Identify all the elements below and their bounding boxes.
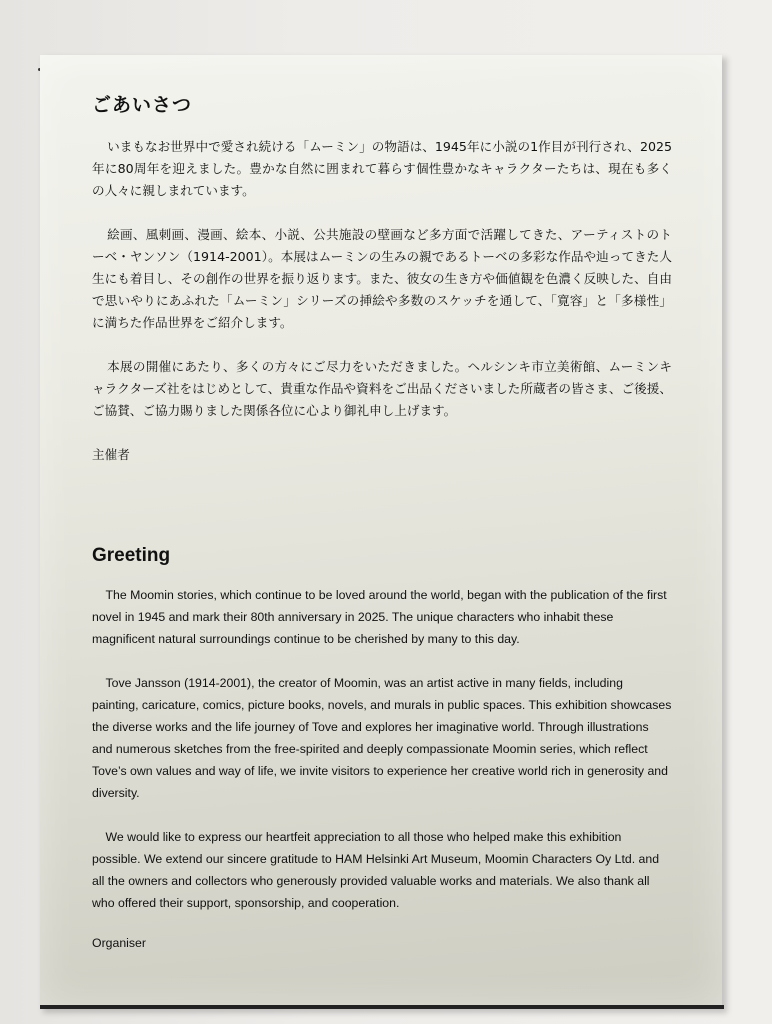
greeting-panel	[40, 55, 722, 1007]
english-organiser: Organiser	[92, 936, 146, 950]
japanese-paragraph-1: いまもなお世界中で愛され続ける「ムーミン」の物語は、1945年に小説の1作目が刊行され、2025年に80周年を迎えました。豊かな自然に囲まれて暮らす個性豊かなキャラクターたちは、現在も多くの人々に親しまれています。	[92, 139, 672, 198]
english-paragraph-3: We would like to express our heartfeit appreciation to all those who helped make this exhibition possible. We extend our sincere gratitude to HAM Helsinki Art Museum, Moomin Characters Oy Ltd. and all the owners and collectors who generously provided valuable works and materials. We also thank all who offered their support, sponsorship, and cooperation.	[92, 830, 660, 910]
english-paragraph-2: Tove Jansson (1914-2001), the creator of Moomin, was an artist active in many fields, including painting, caricature, comics, picture books, novels, and murals in public spaces. This exhibition showcases the diverse works and the life journey of Tove and explores her imaginative world. Through illustrations and numerous sketches from the free-spirited and deeply compassionate Moomin series, which reflect Tove’s own values and way of life, we invite visitors to experience her creative world rich in generosity and diversity.	[92, 676, 672, 800]
japanese-organiser: 主催者	[92, 447, 130, 462]
japanese-paragraph-2: 絵画、風刺画、漫画、絵本、小説、公共施設の壁画など多方面で活躍してきた、アーティストのトーベ・ヤンソン（1914-2001）。本展はムーミンの生みの親であるトーベの多彩な作品や辿ってきた人生にも着目し、その創作の世界を振り返ります。また、彼女の生き方や価値観を色濃く反映した、自由で思いやりにあふれた「ムーミン」シリーズの挿絵や多数のスケッチを通して、「寛容」と「多様性」に満ちた作品世界をご紹介します。	[92, 227, 672, 330]
panel-bottom-edge	[40, 1005, 724, 1009]
english-paragraph-1: The Moomin stories, which continue to be loved around the world, began with the publication of the first novel in 1945 and mark their 80th anniversary in 2025. The unique characters who inhabit these magnificent natural surroundings continue to be cherished by many to this day.	[92, 588, 667, 646]
japanese-title: ごあいさつ	[92, 94, 193, 116]
english-greeting-section	[92, 545, 672, 950]
japanese-paragraph-3: 本展の開催にあたり、多くの方々にご尽力をいただきました。ヘルシンキ市立美術館、ムーミンキャラクターズ社をはじめとして、貴重な作品や資料をご出品くださいました所蔵者の皆さま、ご後援、ご協賛、ご協力賜りました関係各位に心より御礼申し上げます。	[92, 359, 672, 418]
japanese-greeting-section	[92, 90, 672, 463]
english-title: Greeting	[92, 545, 171, 566]
